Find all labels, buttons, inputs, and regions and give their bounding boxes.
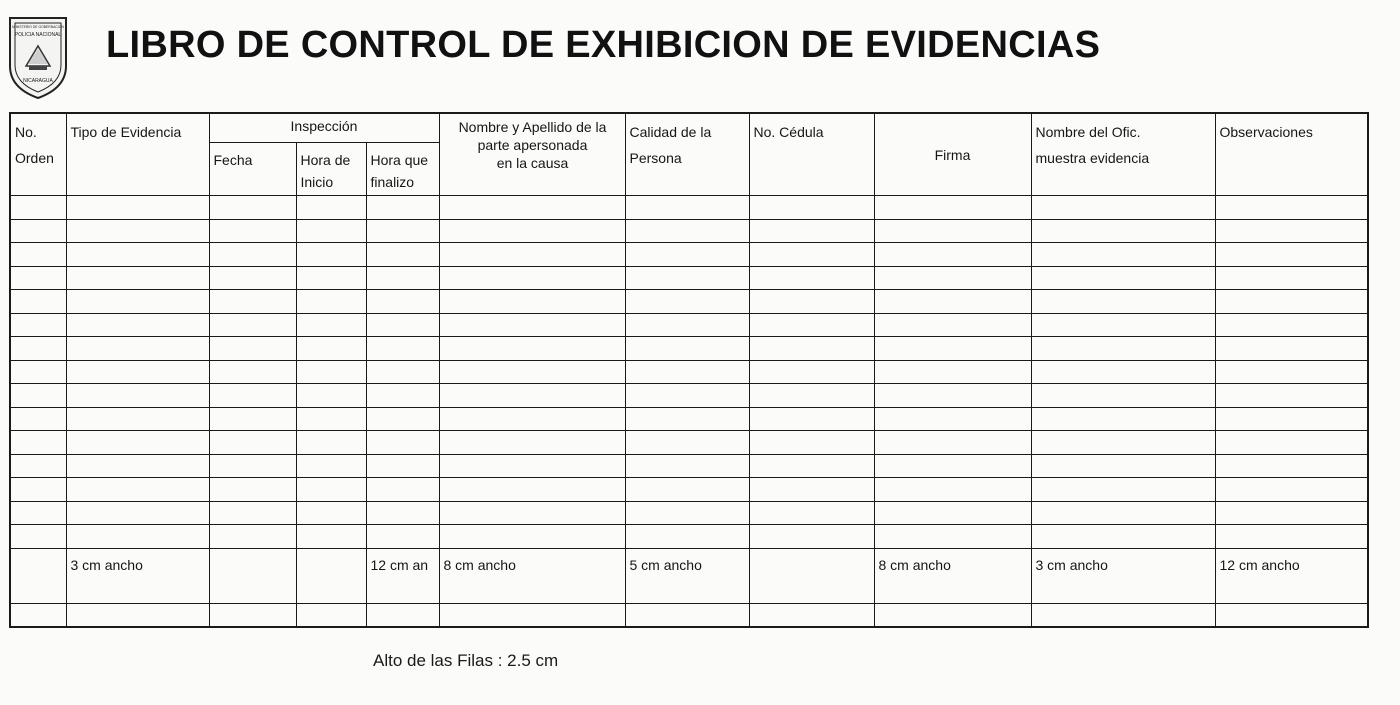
table-cell xyxy=(1215,478,1368,502)
table-cell xyxy=(10,525,66,549)
table-cell xyxy=(209,196,296,220)
table-cell xyxy=(296,478,366,502)
table-row xyxy=(10,196,1368,220)
table-cell xyxy=(749,603,874,627)
evidence-log-table xyxy=(9,112,1369,628)
table-cell xyxy=(1031,525,1215,549)
table-cell xyxy=(366,196,439,220)
table-cell xyxy=(439,243,625,267)
table-cell xyxy=(1031,196,1215,220)
table-cell xyxy=(296,501,366,525)
table-cell xyxy=(10,290,66,314)
table-cell xyxy=(66,384,209,408)
header-row xyxy=(10,113,1368,143)
table-cell xyxy=(209,313,296,337)
table-cell xyxy=(296,360,366,384)
table-cell xyxy=(749,407,874,431)
table-cell xyxy=(874,360,1031,384)
table-cell xyxy=(1031,337,1215,361)
table-cell xyxy=(209,478,296,502)
table-cell xyxy=(66,431,209,455)
table-cell xyxy=(66,501,209,525)
table-cell xyxy=(749,384,874,408)
table-cell xyxy=(749,501,874,525)
table-cell xyxy=(366,501,439,525)
table-cell xyxy=(10,454,66,478)
table-cell xyxy=(625,501,749,525)
table-cell xyxy=(366,313,439,337)
table-cell xyxy=(1031,384,1215,408)
table-cell xyxy=(439,478,625,502)
header-calidad xyxy=(625,113,749,196)
table-cell xyxy=(874,196,1031,220)
width-note-row xyxy=(10,548,1368,603)
header-hora-fin xyxy=(366,143,439,196)
width-note-nombre-ofic: 3 cm ancho xyxy=(1031,548,1215,603)
table-row xyxy=(10,360,1368,384)
table-cell xyxy=(296,313,366,337)
table-cell xyxy=(366,360,439,384)
table-cell xyxy=(749,196,874,220)
table-cell xyxy=(874,219,1031,243)
table-cell xyxy=(1031,290,1215,314)
header-text: parte apersonada xyxy=(477,137,588,153)
table-cell xyxy=(209,219,296,243)
table-cell xyxy=(1215,407,1368,431)
header-text: en la causa xyxy=(496,155,569,171)
table-cell xyxy=(625,478,749,502)
table-cell xyxy=(66,407,209,431)
table-cell xyxy=(874,290,1031,314)
table-cell xyxy=(66,266,209,290)
table-cell xyxy=(10,431,66,455)
table-cell xyxy=(874,266,1031,290)
header-fecha: Fecha xyxy=(209,143,296,196)
seal-text: POLICIA NACIONAL xyxy=(14,32,62,38)
table-cell xyxy=(10,219,66,243)
table-row xyxy=(10,501,1368,525)
table-cell xyxy=(1215,219,1368,243)
table-cell xyxy=(10,337,66,361)
table-cell xyxy=(439,337,625,361)
table-cell xyxy=(874,501,1031,525)
table-cell xyxy=(296,196,366,220)
table-cell xyxy=(1215,313,1368,337)
table-cell xyxy=(1031,407,1215,431)
table-cell xyxy=(209,431,296,455)
table-cell xyxy=(749,431,874,455)
table-cell xyxy=(625,431,749,455)
table-cell xyxy=(625,266,749,290)
table-cell xyxy=(366,431,439,455)
table-cell xyxy=(366,478,439,502)
table-cell xyxy=(296,243,366,267)
table-cell xyxy=(10,384,66,408)
table-row xyxy=(10,431,1368,455)
header-text: Orden xyxy=(15,150,54,166)
table-cell xyxy=(625,603,749,627)
table-cell xyxy=(625,360,749,384)
table-cell xyxy=(66,337,209,361)
width-note-tipo: 3 cm ancho xyxy=(66,548,209,603)
table-cell xyxy=(749,290,874,314)
table-cell xyxy=(439,431,625,455)
table-cell xyxy=(625,407,749,431)
table-cell xyxy=(366,337,439,361)
header-text: Nombre del Ofic. xyxy=(1035,124,1141,140)
table-cell xyxy=(1215,337,1368,361)
table-cell xyxy=(209,384,296,408)
header-observaciones: Observaciones xyxy=(1215,113,1368,196)
table-cell xyxy=(749,454,874,478)
table-cell xyxy=(366,290,439,314)
table-cell xyxy=(1215,525,1368,549)
width-note-observaciones: 12 cm ancho xyxy=(1215,548,1368,603)
table-cell xyxy=(874,407,1031,431)
table-cell xyxy=(1215,360,1368,384)
table-cell xyxy=(1215,431,1368,455)
table-cell xyxy=(749,266,874,290)
table-cell xyxy=(209,243,296,267)
header-text: muestra evidencia xyxy=(1035,150,1150,166)
table-cell xyxy=(10,603,66,627)
table-cell xyxy=(10,360,66,384)
table-cell xyxy=(1031,454,1215,478)
table-cell xyxy=(209,454,296,478)
table-cell xyxy=(366,454,439,478)
table-cell xyxy=(296,337,366,361)
header-text: Hora de xyxy=(300,152,351,168)
table-cell xyxy=(1031,501,1215,525)
table-cell xyxy=(1215,454,1368,478)
table-cell xyxy=(296,266,366,290)
seal-text: MINISTERIO DE GOBERNACION xyxy=(12,25,64,29)
table-cell xyxy=(366,266,439,290)
table-cell xyxy=(209,360,296,384)
header-text: Persona xyxy=(629,150,682,166)
table-cell xyxy=(296,219,366,243)
table-cell xyxy=(66,219,209,243)
table-cell xyxy=(296,454,366,478)
page-title: LIBRO DE CONTROL DE EXHIBICION DE EVIDENCIAS xyxy=(106,24,1101,66)
table-cell xyxy=(209,266,296,290)
table-cell xyxy=(66,478,209,502)
table-cell xyxy=(439,266,625,290)
table-cell xyxy=(874,431,1031,455)
table-cell xyxy=(1031,219,1215,243)
table-row xyxy=(10,313,1368,337)
table-cell xyxy=(439,407,625,431)
table-cell xyxy=(625,243,749,267)
table-cell xyxy=(439,219,625,243)
table-cell xyxy=(1215,603,1368,627)
table-cell xyxy=(366,525,439,549)
width-note-hora-fin: 12 cm an xyxy=(366,548,439,603)
table-row xyxy=(10,219,1368,243)
table-cell xyxy=(66,243,209,267)
table-row xyxy=(10,407,1368,431)
table-cell xyxy=(66,360,209,384)
table-cell xyxy=(1215,384,1368,408)
width-note-firma: 8 cm ancho xyxy=(874,548,1031,603)
table-cell xyxy=(66,313,209,337)
table-cell xyxy=(874,525,1031,549)
header-text: Calidad de la xyxy=(629,124,712,140)
table-cell xyxy=(1031,603,1215,627)
width-note-nombre-parte: 8 cm ancho xyxy=(439,548,625,603)
table-cell xyxy=(10,478,66,502)
header-text: finalizo xyxy=(370,174,415,190)
table-cell xyxy=(1215,501,1368,525)
width-note-calidad: 5 cm ancho xyxy=(625,548,749,603)
table-row xyxy=(10,384,1368,408)
table-cell xyxy=(1031,478,1215,502)
seal-text: NICARAGUA xyxy=(23,78,53,84)
table-cell xyxy=(439,196,625,220)
header-firma: Firma xyxy=(874,113,1031,196)
header-inspeccion: Inspección xyxy=(209,113,439,143)
table-cell xyxy=(296,525,366,549)
table-cell xyxy=(10,548,66,603)
table-cell xyxy=(625,337,749,361)
table-cell xyxy=(439,360,625,384)
table-cell xyxy=(749,219,874,243)
table-row xyxy=(10,478,1368,502)
table-cell xyxy=(439,454,625,478)
table-row xyxy=(10,603,1368,627)
table-row xyxy=(10,290,1368,314)
table-cell xyxy=(1031,313,1215,337)
table-cell xyxy=(209,407,296,431)
table-cell xyxy=(625,196,749,220)
table-cell xyxy=(874,313,1031,337)
table-row xyxy=(10,266,1368,290)
header-cedula: No. Cédula xyxy=(749,113,874,196)
table-row xyxy=(10,337,1368,361)
header-nombre-parte xyxy=(439,113,625,196)
table-cell xyxy=(366,407,439,431)
table-cell xyxy=(874,384,1031,408)
table-cell xyxy=(749,525,874,549)
table-cell xyxy=(209,337,296,361)
table-cell xyxy=(296,548,366,603)
header-text: No. xyxy=(15,124,37,140)
table-cell xyxy=(10,313,66,337)
table-cell xyxy=(439,384,625,408)
table-cell xyxy=(439,313,625,337)
table-cell xyxy=(296,290,366,314)
table-cell xyxy=(749,243,874,267)
police-seal-logo xyxy=(4,8,72,100)
table-cell xyxy=(366,219,439,243)
table-cell xyxy=(625,290,749,314)
table-cell xyxy=(874,603,1031,627)
table-cell xyxy=(625,384,749,408)
table-cell xyxy=(10,196,66,220)
table-cell xyxy=(66,603,209,627)
table-cell xyxy=(66,290,209,314)
header-tipo-evidencia: Tipo de Evidencia xyxy=(66,113,209,196)
table-row xyxy=(10,243,1368,267)
table-cell xyxy=(874,337,1031,361)
table-cell xyxy=(1031,360,1215,384)
table-cell xyxy=(209,501,296,525)
table-cell xyxy=(1031,243,1215,267)
header-no-orden xyxy=(10,113,66,196)
table-cell xyxy=(10,266,66,290)
header-text: Inicio xyxy=(300,174,334,190)
table-cell xyxy=(209,290,296,314)
table-cell xyxy=(366,243,439,267)
table-cell xyxy=(874,454,1031,478)
table-cell xyxy=(749,313,874,337)
table-cell xyxy=(439,501,625,525)
table-cell xyxy=(625,454,749,478)
table-cell xyxy=(1031,266,1215,290)
table-cell xyxy=(625,525,749,549)
table-cell xyxy=(1215,266,1368,290)
header-hora-inicio xyxy=(296,143,366,196)
table-cell xyxy=(296,603,366,627)
table-cell xyxy=(10,243,66,267)
table-cell xyxy=(10,501,66,525)
table-cell xyxy=(439,603,625,627)
table-cell xyxy=(439,290,625,314)
table-cell xyxy=(749,548,874,603)
table-cell xyxy=(439,525,625,549)
table-cell xyxy=(749,337,874,361)
table-cell xyxy=(1215,196,1368,220)
header-text: Hora que xyxy=(370,152,429,168)
table-cell xyxy=(10,407,66,431)
table-cell xyxy=(749,360,874,384)
row-height-note: Alto de las Filas : 2.5 cm xyxy=(373,651,559,670)
table-cell xyxy=(625,219,749,243)
table-row xyxy=(10,454,1368,478)
table-cell xyxy=(209,525,296,549)
table-cell xyxy=(209,548,296,603)
table-cell xyxy=(874,478,1031,502)
table-cell xyxy=(296,384,366,408)
table-body xyxy=(10,196,1368,549)
table-row xyxy=(10,525,1368,549)
table-cell xyxy=(296,407,366,431)
table-cell xyxy=(296,431,366,455)
table-cell xyxy=(874,243,1031,267)
table-cell xyxy=(625,313,749,337)
table-cell xyxy=(1215,243,1368,267)
table-cell xyxy=(749,478,874,502)
table-cell xyxy=(209,603,296,627)
table-cell xyxy=(1215,290,1368,314)
table-cell xyxy=(1031,431,1215,455)
table-cell xyxy=(366,603,439,627)
header-text: Nombre y Apellido de la xyxy=(458,119,607,135)
table-cell xyxy=(66,525,209,549)
table-cell xyxy=(366,384,439,408)
table-cell xyxy=(66,454,209,478)
header-nombre-ofic xyxy=(1031,113,1215,196)
table-cell xyxy=(66,196,209,220)
